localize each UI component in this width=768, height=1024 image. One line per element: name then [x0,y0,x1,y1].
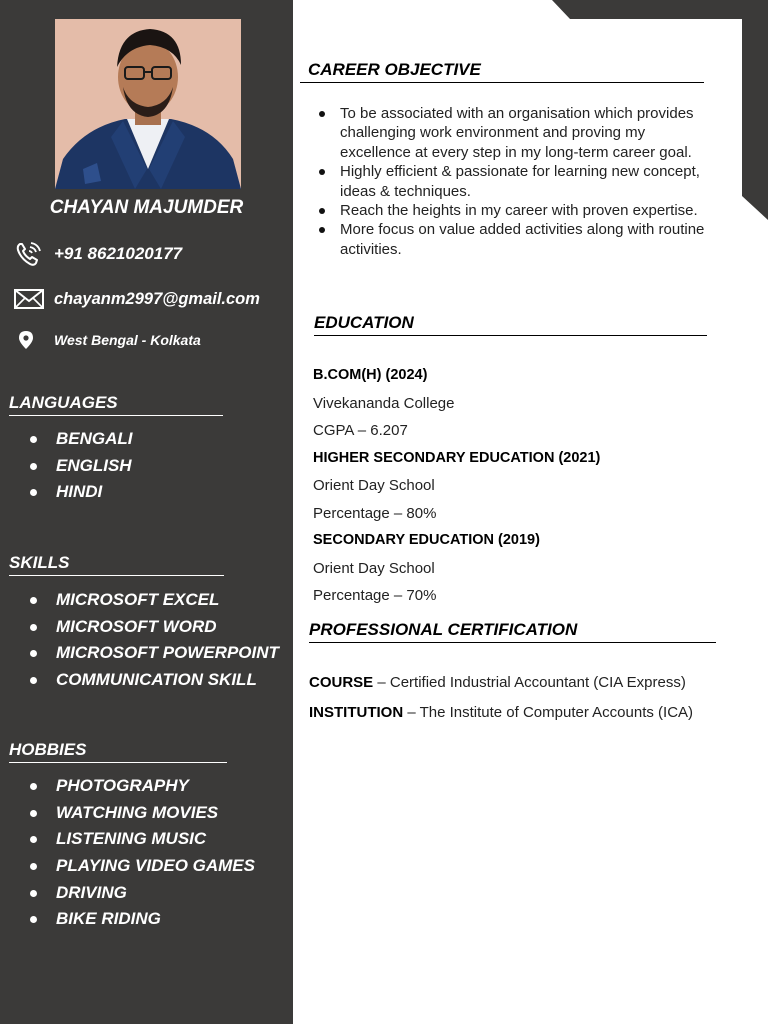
list-item: PLAYING VIDEO GAMES [30,853,255,880]
profile-photo [55,19,241,189]
career-objective-heading: CAREER OBJECTIVE [300,60,704,83]
certification-institution [309,700,759,730]
institution-label: INSTITUTION [309,703,404,721]
education-institution: Vivekananda College [313,394,455,412]
education-list [313,362,733,610]
list-item: Highly efficient & passionate for learning new concept, ideas & techniques. [314,162,709,201]
institution-value: – The Institute of Computer Accounts (ICA) [403,703,694,721]
languages-list [30,426,133,506]
certification-heading: PROFESSIONAL CERTIFICATION [309,620,716,643]
sidebar [0,0,293,1024]
certification-details [309,670,759,729]
education-degree: B.COM(H) (2024) [313,367,428,383]
list-item: DRIVING [30,880,255,907]
languages-heading: LANGUAGES [9,393,223,416]
location-pin-icon [12,330,40,350]
list-item: MICROSOFT WORD [30,614,279,641]
hobbies-heading: HOBBIES [9,740,227,763]
education-institution: Orient Day School [313,477,435,494]
education-institution: Orient Day School [313,559,435,577]
list-item: More focus on value added activities along with routine activities. [314,220,709,259]
skills-list [30,587,279,694]
certification-course [309,670,759,700]
education-score: Percentage – 80% [313,504,437,522]
email-row [12,289,260,309]
list-item: To be associated with an organisation which provides challenging work environment and proving my excellence at every step in my long-term career goal. [314,104,709,162]
list-item: BIKE RIDING [30,906,255,933]
location-row [12,330,201,350]
education-score: CGPA – 6.207 [313,422,408,439]
list-item: BENGALI [30,426,133,453]
email-address[interactable]: chayanm2997@gmail.com [54,289,260,308]
education-score: Percentage – 70% [313,587,437,604]
list-item: COMMUNICATION SKILL [30,667,279,694]
list-item: Reach the heights in my career with proven expertise. [314,201,709,220]
candidate-name: CHAYAN MAJUMDER [49,197,244,218]
email-icon [12,289,46,309]
phone-row [12,240,182,268]
hobbies-list [30,773,255,933]
course-value: – Certified Industrial Accountant (CIA Express) [373,674,686,691]
career-objective-list [314,104,709,259]
phone-icon [12,240,46,268]
education-degree: HIGHER SECONDARY EDUCATION (2021) [313,449,601,466]
location-text: West Bengal - Kolkata [54,332,201,348]
education-heading: EDUCATION [314,313,707,336]
phone-number: +91 8621020177 [54,244,183,263]
list-item: HINDI [30,479,133,506]
list-item: MICROSOFT EXCEL [30,587,279,614]
list-item: LISTENING MUSIC [30,826,255,853]
list-item: WATCHING MOVIES [30,800,255,827]
skills-heading: SKILLS [9,553,224,576]
list-item: PHOTOGRAPHY [30,773,255,800]
course-label: COURSE [309,674,374,691]
education-degree: SECONDARY EDUCATION (2019) [313,532,540,548]
list-item: MICROSOFT POWERPOINT [30,640,279,667]
list-item: ENGLISH [30,453,133,480]
